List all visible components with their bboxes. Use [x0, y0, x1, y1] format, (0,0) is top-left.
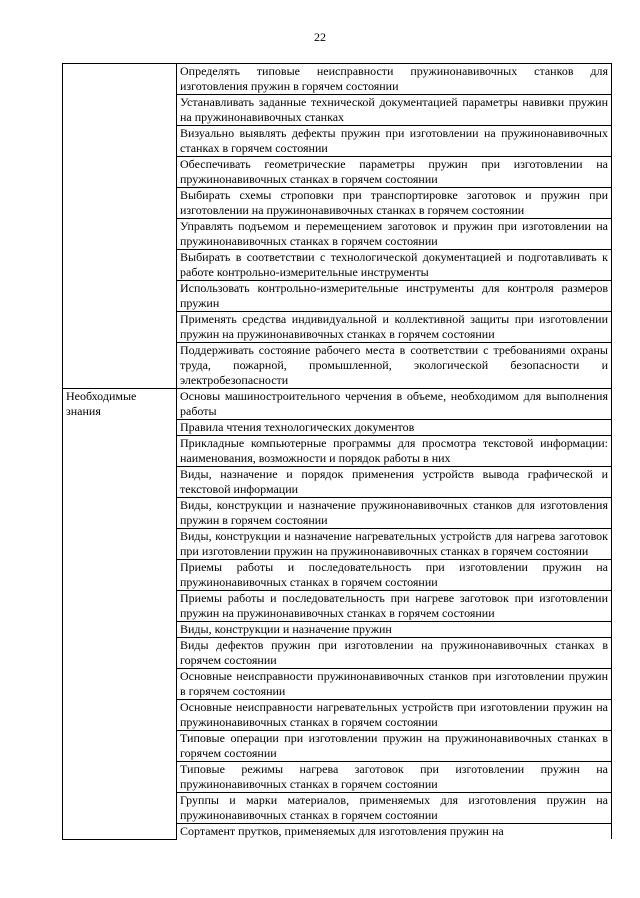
table-row [63, 64, 612, 95]
competency-table [62, 63, 612, 840]
table-row [63, 389, 612, 420]
table-cell-item: Виды, назначение и порядок применения устройств вывода графической и текстовой информации [177, 467, 612, 498]
table-cell-item: Приемы работы и последовательность при нагреве заготовок при изготовлении пружин на пружинонавивочных станках в горячем состоянии [177, 591, 612, 622]
section-label: Необходимые знания [63, 389, 177, 840]
table-cell-item: Виды дефектов пружин при изготовлении на пружинонавивочных станках в горячем состоянии [177, 638, 612, 669]
table-cell-item: Основные неисправности пружинонавивочных станков при изготовлении пружин в горячем состоянии [177, 669, 612, 700]
page-number: 22 [314, 30, 326, 44]
table-cell-item: Типовые режимы нагрева заготовок при изготовлении пружин на пружинонавивочных станках в горячем состоянии [177, 762, 612, 793]
section-label [63, 64, 177, 389]
table-cell-item: Применять средства индивидуальной и коллективной защиты при изготовлении пружин на пружинонавивочных станках в горячем состоянии [177, 312, 612, 343]
table-cell-item: Группы и марки материалов, применяемых для изготовления пружин на пружинонавивочных станках в горячем состоянии [177, 793, 612, 824]
table-cell-item: Поддерживать состояние рабочего места в соответствии с требованиями охраны труда, пожарной, промышленной, экологической безопасности и электробезопасности [177, 343, 612, 389]
table-cell-item: Выбирать схемы строповки при транспортировке заготовок и пружин при изготовлении на пружинонавивочных станках в горячем состоянии [177, 188, 612, 219]
competency-table-body [63, 64, 612, 840]
table-cell-item: Использовать контрольно-измерительные инструменты для контроля размеров пружин [177, 281, 612, 312]
table-cell-item: Выбирать в соответствии с технологической документацией и подготавливать к работе контрольно-измерительные инструменты [177, 250, 612, 281]
table-cell-item: Управлять подъемом и перемещением заготовок и пружин при изготовлении на пружинонавивочных станках в горячем состоянии [177, 219, 612, 250]
table-cell-item: Устанавливать заданные технической документацией параметры навивки пружин на пружинонавивочных станках [177, 95, 612, 126]
table-cell-item: Прикладные компьютерные программы для просмотра текстовой информации: наименования, возможности и порядок работы в них [177, 436, 612, 467]
table-cell-item: Основы машиностроительного черчения в объеме, необходимом для выполнения работы [177, 389, 612, 420]
table-cell-item: Правила чтения технологических документов [177, 420, 612, 436]
table-cell-item: Виды, конструкции и назначение нагревательных устройств для нагрева заготовок при изготовлении пружин на пружинонавивочных станках в горячем состоянии [177, 529, 612, 560]
table-cell-item: Сортамент прутков, применяемых для изготовления пружин на [177, 824, 612, 840]
table-cell-item: Определять типовые неисправности пружинонавивочных станков для изготовления пружин в горячем состоянии [177, 64, 612, 95]
table-cell-item: Обеспечивать геометрические параметры пружин при изготовлении на пружинонавивочных станках в горячем состоянии [177, 157, 612, 188]
table-cell-item: Приемы работы и последовательность при изготовлении пружин на пружинонавивочных станках в горячем состоянии [177, 560, 612, 591]
table-cell-item: Типовые операции при изготовлении пружин на пружинонавивочных станках в горячем состоянии [177, 731, 612, 762]
table-cell-item: Основные неисправности нагревательных устройств при изготовлении пружин на пружинонавивочных станках в горячем состоянии [177, 700, 612, 731]
table-cell-item: Визуально выявлять дефекты пружин при изготовлении на пружинонавивочных станках в горячем состоянии [177, 126, 612, 157]
table-cell-item: Виды, конструкции и назначение пружин [177, 622, 612, 638]
table-cell-item: Виды, конструкции и назначение пружинонавивочных станков для изготовления пружин в горячем состоянии [177, 498, 612, 529]
